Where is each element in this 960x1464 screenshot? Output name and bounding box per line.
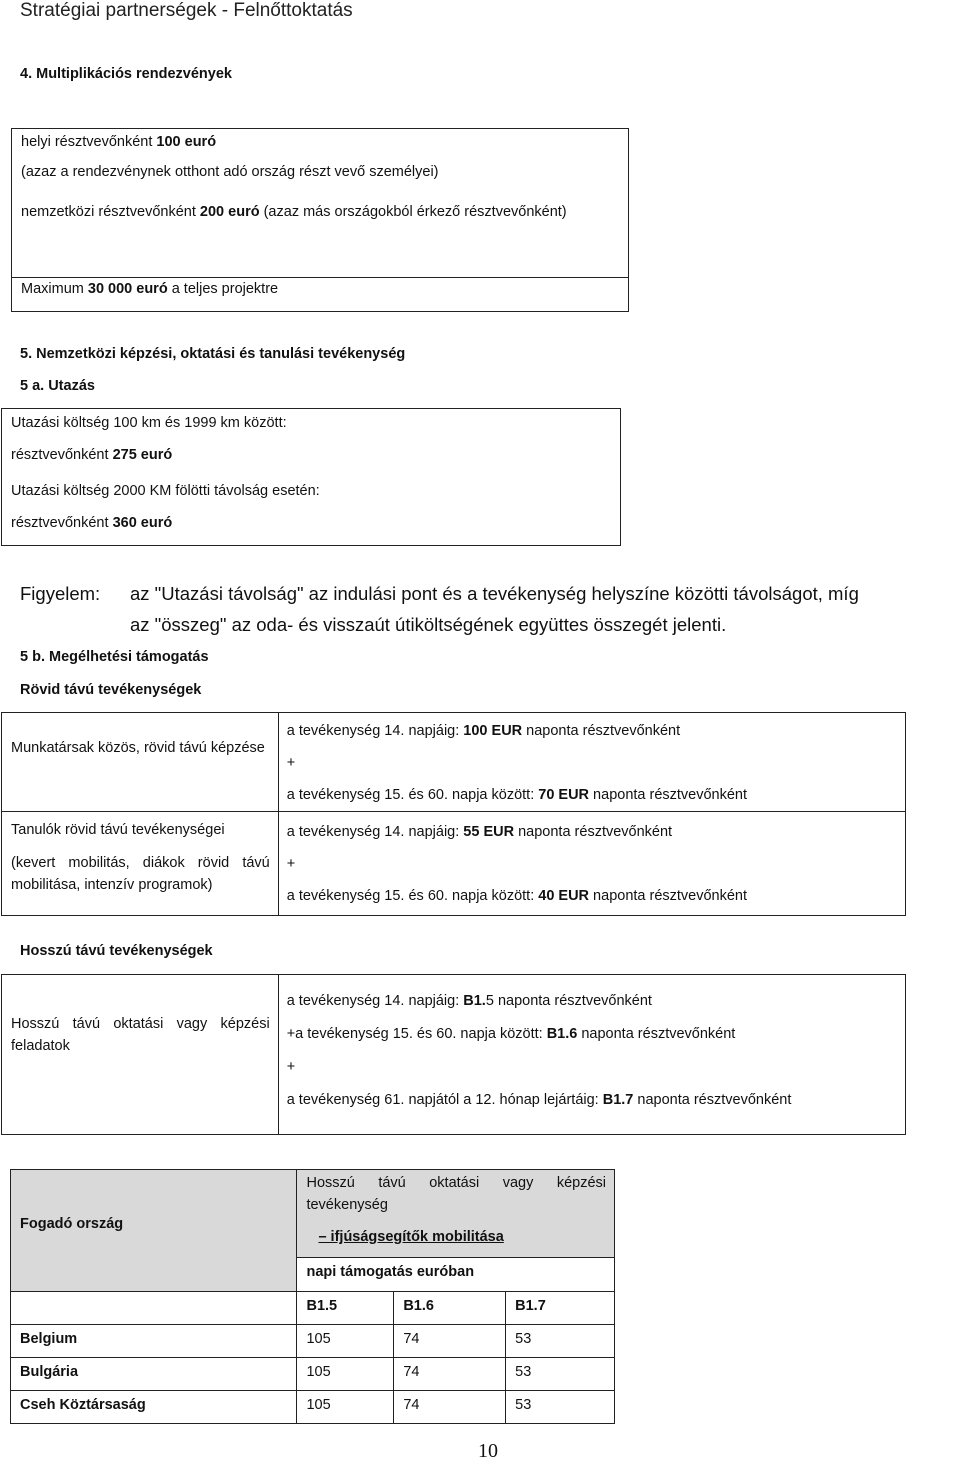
- country-name: Cseh Köztársaság: [20, 1397, 146, 1413]
- project-maximum: Maximum 30 000 euró a teljes projektre: [21, 281, 279, 297]
- table-cell: [506, 1325, 615, 1358]
- learners-label-detail: (kevert mobilitás, diákok rövid távú mobilitása, intenzív programok): [11, 855, 270, 893]
- table-cell: [506, 1358, 615, 1391]
- column-header: B1.7: [515, 1298, 546, 1314]
- table-cell: [2, 713, 279, 812]
- table-cell: [297, 1258, 615, 1292]
- learners-label: Tanulók rövid távú tevékenységei: [11, 822, 225, 838]
- table-cell: [394, 1358, 506, 1391]
- table-cell: [297, 1325, 394, 1358]
- learners-rate-second-period: a tevékenység 15. és 60. napja között: 40 EUR naponta résztvevőnként: [286, 888, 748, 904]
- page-header-title: Stratégiai partnerségek - Felnőttoktatás: [20, 0, 353, 21]
- table-row: [11, 1292, 615, 1325]
- column-header: B1.6: [403, 1298, 434, 1314]
- table-row: [11, 1391, 615, 1424]
- table-cell: [297, 1292, 394, 1325]
- long-term-label: Hosszú távú oktatási vagy képzési feladatok: [11, 1016, 270, 1054]
- international-participant-rate: nemzetközi résztvevőnként 200 euró (azaz más országokból érkező résztvevőnként): [21, 204, 567, 220]
- rate-value: 105: [306, 1364, 331, 1380]
- host-country-header: Fogadó ország: [20, 1216, 124, 1232]
- country-name: Bulgária: [20, 1364, 79, 1380]
- rate-value: 53: [515, 1397, 532, 1413]
- travel-rate-2: résztvevőnként 360 euró: [11, 515, 173, 531]
- long-rate-first-period: a tevékenység 14. napjáig: B1.5 naponta résztvevőnként: [286, 993, 652, 1009]
- table-row: [11, 1170, 615, 1258]
- local-participant-note: (azaz a rendezvénynek otthont adó ország részt vevő személyei): [21, 164, 439, 180]
- table-cell: [278, 812, 905, 916]
- box-divider: [12, 277, 628, 278]
- section-5b-heading: 5 b. Megélhetési támogatás: [20, 649, 209, 665]
- country-name: Belgium: [20, 1331, 78, 1347]
- table-cell: [11, 1325, 297, 1358]
- rates-header-unit: napi támogatás euróban: [306, 1264, 475, 1280]
- section-5a-heading: 5 a. Utazás: [20, 378, 95, 394]
- table-cell: [2, 975, 279, 1135]
- table-cell: [11, 1391, 297, 1424]
- multiplier-events-box: [11, 128, 629, 312]
- table-cell: [394, 1292, 506, 1325]
- section-5-heading: 5. Nemzetközi képzési, oktatási és tanulási tevékenység: [20, 346, 406, 362]
- rate-value: 53: [515, 1364, 532, 1380]
- table-row: [2, 713, 906, 812]
- note-line-1: az "Utazási távolság" az indulási pont és a tevékenység helyszíne közötti távolságot, míg: [130, 583, 859, 604]
- travel-range-2: Utazási költség 2000 KM fölötti távolság esetén:: [11, 483, 320, 499]
- table-cell: [11, 1292, 297, 1325]
- staff-rate-second-period: a tevékenység 15. és 60. napja között: 70 EUR naponta résztvevőnként: [286, 787, 748, 803]
- short-term-table: [1, 712, 906, 916]
- local-participant-rate: helyi résztvevőnként 100 euró: [21, 134, 217, 150]
- table-cell: [11, 1358, 297, 1391]
- table-row: [11, 1358, 615, 1391]
- table-cell: [2, 812, 279, 916]
- page-number: 10: [478, 1440, 498, 1462]
- table-cell: [297, 1391, 394, 1424]
- rate-value: 53: [515, 1331, 532, 1347]
- plus-sign: +: [286, 1059, 296, 1075]
- column-header: B1.5: [306, 1298, 338, 1314]
- table-cell: [278, 975, 905, 1135]
- table-cell: [297, 1170, 615, 1258]
- short-term-heading: Rövid távú tevékenységek: [20, 682, 202, 698]
- table-row: [2, 812, 906, 916]
- long-rate-third-period: a tevékenység 61. napjától a 12. hónap lejártáig: B1.7 naponta résztvevőnként: [286, 1092, 792, 1108]
- staff-training-label: Munkatársak közös, rövid távú képzése: [11, 740, 265, 756]
- staff-rate-first-period: a tevékenység 14. napjáig: 100 EUR naponta résztvevőnként: [286, 723, 681, 739]
- long-rate-second-period: +a tevékenység 15. és 60. napja között: B1.6 naponta résztvevőnként: [286, 1026, 736, 1042]
- rate-value: 105: [306, 1331, 331, 1347]
- table-row: [2, 975, 906, 1135]
- plus-sign: +: [286, 755, 296, 771]
- note-line-2: az "összeg" az oda- és visszaút útiköltségének együttes összegét jelenti.: [130, 614, 727, 635]
- rate-value: 74: [403, 1397, 420, 1413]
- rate-value: 74: [403, 1331, 420, 1347]
- rates-table: [10, 1169, 615, 1424]
- rates-header-youth: – ifjúságsegítők mobilitása: [318, 1229, 504, 1245]
- table-cell: [506, 1292, 615, 1325]
- learners-rate-first-period: a tevékenység 14. napjáig: 55 EUR naponta résztvevőnként: [286, 824, 673, 840]
- travel-range-1: Utazási költség 100 km és 1999 km között:: [11, 415, 287, 431]
- section-4-heading: 4. Multiplikációs rendezvények: [20, 66, 232, 82]
- table-cell: [506, 1391, 615, 1424]
- long-term-table: [1, 974, 906, 1135]
- table-cell: [278, 713, 905, 812]
- travel-rate-1: résztvevőnként 275 euró: [11, 447, 173, 463]
- travel-costs-box: [1, 408, 621, 546]
- rate-value: 105: [306, 1397, 331, 1413]
- table-cell: [297, 1358, 394, 1391]
- note-label: Figyelem:: [20, 583, 101, 604]
- table-row: [11, 1325, 615, 1358]
- plus-sign: +: [286, 856, 296, 872]
- rate-value: 74: [403, 1364, 420, 1380]
- rates-header-activity: Hosszú távú oktatási vagy képzési tevékenység: [306, 1175, 606, 1213]
- long-term-heading: Hosszú távú tevékenységek: [20, 943, 213, 959]
- table-cell: [394, 1325, 506, 1358]
- table-cell: [394, 1391, 506, 1424]
